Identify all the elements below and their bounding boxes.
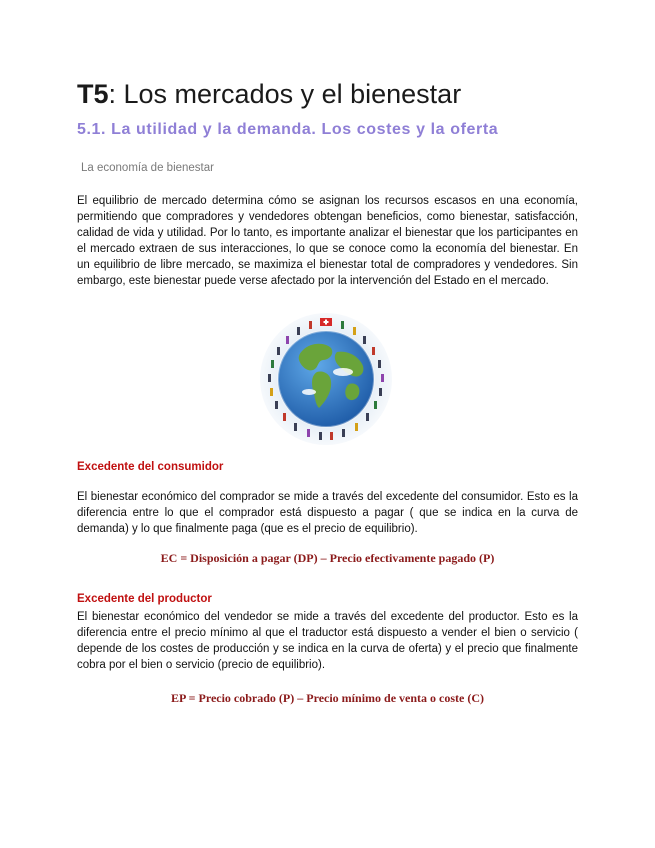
globe-illustration xyxy=(259,312,393,446)
title-text: : Los mercados y el bienestar xyxy=(108,79,462,109)
section-label: La economía de bienestar xyxy=(81,162,214,174)
title-code: T5 xyxy=(77,79,109,109)
intro-paragraph: El equilibrio de mercado determina cómo se asignan los recursos escasos en una economía, permitiendo que compradores y vendedores obtengan beneficios, como bienestar, satisfacción, calidad de vida y utilidad. Por lo tanto, es importante analizar el bienestar que los participantes en el mercado extraen de sus interacciones, lo que se conoce como la economía del bienestar. En un equilibrio de libre mercado, se maximiza el bienestar total de compradores y vendedores. Sin embargo, este bienestar puede verse afectado por la intervención del Estado en el mercado. xyxy=(77,195,578,287)
producer-surplus-heading: Excedente del productor xyxy=(77,593,212,605)
consumer-surplus-heading: Excedente del consumidor xyxy=(77,461,224,473)
page-title xyxy=(77,79,461,110)
consumer-surplus-paragraph: El bienestar económico del comprador se mide a través del excedente del consumidor. Esto es la diferencia entre lo que el comprador está dispuesto a pagar ( que se indica en la curva de demanda) y lo que finalmente paga (que es el precio de equilibrio). xyxy=(77,491,578,535)
producer-surplus-formula: EP = Precio cobrado (P) – Precio mínimo de venta o coste (C) xyxy=(171,691,484,705)
consumer-surplus-formula: EC = Disposición a pagar (DP) – Precio efectivamente pagado (P) xyxy=(160,551,495,565)
globe-image xyxy=(259,312,393,446)
section-subtitle: 5.1. La utilidad y la demanda. Los costes y la oferta xyxy=(77,121,499,138)
producer-surplus-paragraph: El bienestar económico del vendedor se mide a través del excedente del productor. Esto es la diferencia entre el precio mínimo al que el traductor está dispuesto a vender el bien o servicio ( depende de los costes de producción y se indica en la curva de oferta) y el precio que finalmente cobra por el bien o servicio (precio de equilibrio). xyxy=(77,611,578,671)
